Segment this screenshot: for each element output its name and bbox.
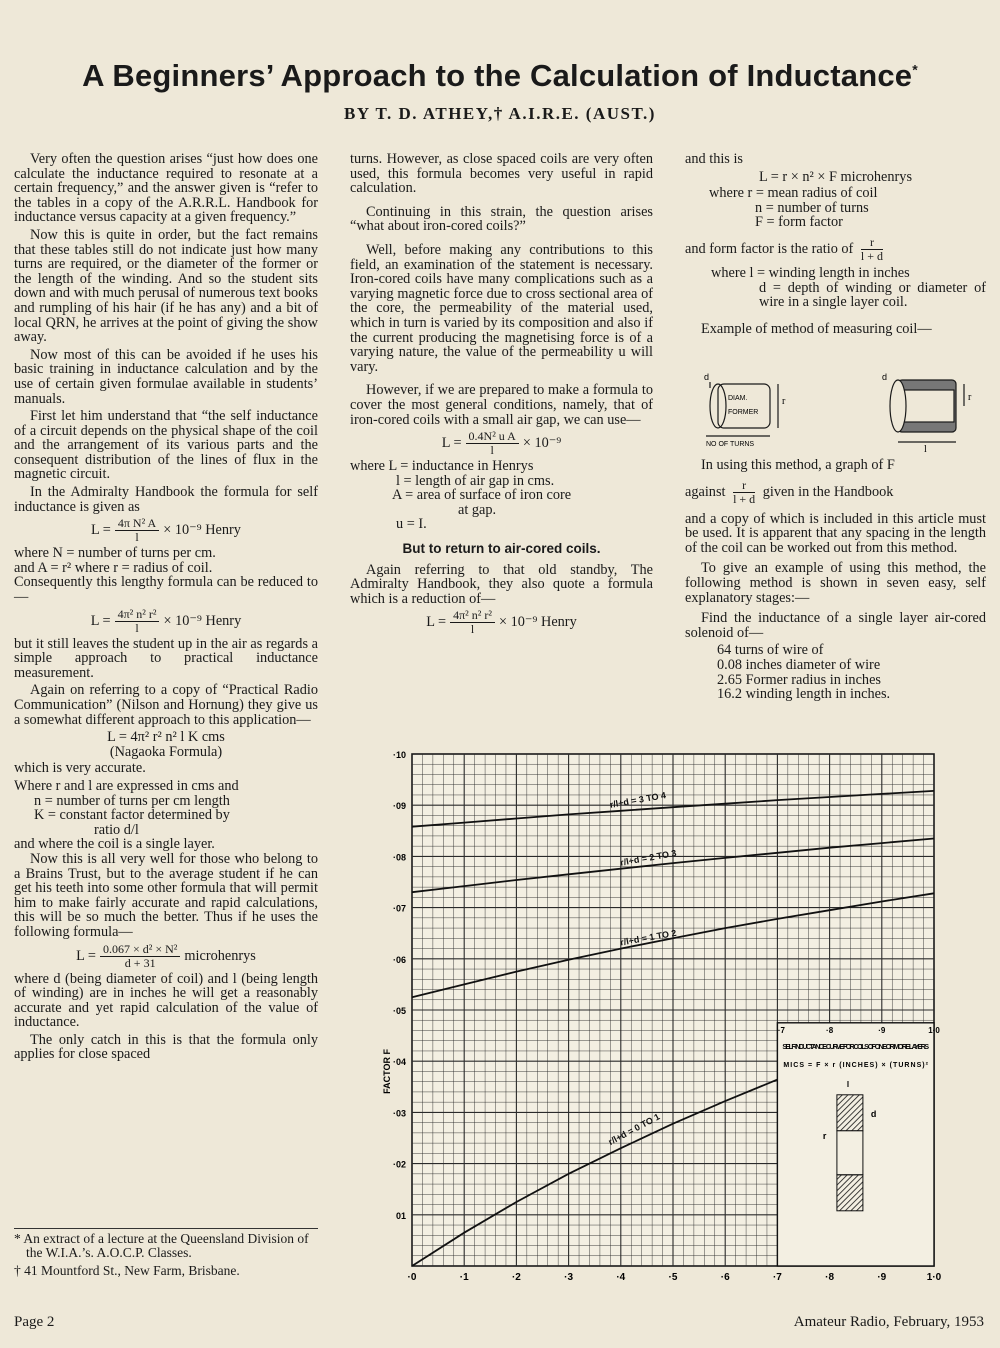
- y-axis-label: FACTOR F: [382, 1049, 392, 1094]
- paragraph: Again referring to that old standby, The Admiralty Handbook, they also quote a formula which is a reduction of—: [350, 561, 653, 607]
- curve-label: r/l+d = 0 TO 1: [606, 1111, 662, 1148]
- column-1: [14, 152, 318, 1065]
- inset-formula: MICS = F × r (INCHES) × (TURNS)²: [783, 1061, 929, 1069]
- article-title: A Beginners’ Approach to the Calculation of Inductance*: [82, 58, 918, 93]
- paragraph: In the Admiralty Handbook the formula for self inductance is given as: [14, 484, 318, 515]
- y-tick-label: ·05: [392, 1006, 406, 1016]
- equation-iron-core: L = $\frac{\text{0.4N² u A}}{l}$ × 10⁻⁹: [441, 429, 562, 458]
- byline: BY T. D. ATHEY,† A.I.R.E. (AUST.): [344, 104, 656, 123]
- equation-admiralty: L = $\frac{\text{4π N² A}}{l}$ × 10⁻⁹ Henry: [91, 516, 241, 545]
- inset-tick-label: ·8: [826, 1025, 834, 1035]
- paragraph: where d (being diameter of coil) and l (being length of winding) are in inches he will get a reasonably accurate and yet rapid calculation of the value of inductance.: [14, 970, 318, 1031]
- curve-label: r/l+d = 2 TO 3: [619, 847, 678, 868]
- paragraph: In using this method, a graph of F: [701, 457, 895, 473]
- fig-label: FORMER: [728, 409, 759, 416]
- paragraph: The only catch in this is that the formula only applies for close spaced: [14, 1031, 318, 1063]
- y-tick-label: ·04: [392, 1057, 406, 1068]
- y-tick-label: ·06: [392, 954, 406, 965]
- paragraph: However, if we are prepared to make a formula to cover the most general conditions, namely, that of iron-cored coils with a small air gap, we can use—: [350, 382, 653, 428]
- inset-tick-label: 1·0: [928, 1025, 940, 1035]
- paragraph: but it still leaves the student up in the air as regards a simple approach to practical inductance measurement.: [14, 635, 318, 681]
- inset-title: SELF-INDUCTANCE CURVE FOR COILS OF ONE OR MORE LAYERS: [782, 1043, 930, 1051]
- paragraph: which is very accurate.: [14, 760, 146, 777]
- inset-label-d: d: [870, 1108, 877, 1119]
- x-tick-label: ·4: [616, 1272, 626, 1283]
- column-2: [350, 152, 653, 638]
- paragraph: against $\frac{r}{l + d}$ given in the Handbook: [685, 477, 894, 506]
- equation-form-factor: L = r × n² × F microhenrys: [758, 168, 913, 185]
- paragraph: turns. However, as close spaced coils are very often used, this formula becomes very useful in rapid calculation.: [350, 151, 653, 197]
- inset-label-l: l: [846, 1079, 850, 1089]
- paragraph: Well, before making any contributions to this field, an examination of the statement is necessary. Iron-cored coils have many complications such as a varying magnetic force due to cross sectional area of the core, the permeability of the material used, which in turn is varied by its composition and also if the current producing the magnetising force is of a varying nature, the value of the permeability u will vary.: [350, 241, 653, 375]
- paragraph: Now this is quite in order, but the fact remains that these tables still do not indicate just how many turns are required, or the diameter of the former or the length of the winding. And so the student sits down and with much perusal of numerous text books and rumpling of his hair (if he has any) and a bit of local QRN, he arrives at the point of giving the show away.: [14, 226, 318, 346]
- fig-label: NO OF TURNS: [706, 441, 755, 448]
- paragraph: Example of method of measuring coil—: [701, 320, 932, 337]
- fig-label: r: [968, 392, 972, 403]
- y-tick-label: ·07: [392, 903, 406, 914]
- definitions: where L = inductance in Henrys l = length of air gap in cms. A = area of surface of iron core at gap. u = I.: [350, 458, 572, 533]
- fig-label: d: [704, 372, 710, 382]
- x-tick-label: ·2: [511, 1272, 521, 1283]
- equation-reduced: L = $\frac{\text{4π² n² r²}}{l}$ × 10⁻⁹ Henry: [90, 606, 242, 635]
- column-3: [685, 152, 986, 339]
- paragraph: Consequently this lengthy formula can be reduced to—: [14, 574, 318, 606]
- equation-air-core: L = $\frac{\text{4π² n² r²}}{l}$ × 10⁻⁹ Henry: [426, 608, 577, 637]
- x-tick-label: 1·0: [926, 1272, 942, 1283]
- x-tick-label: ·0: [407, 1272, 417, 1283]
- paragraph: First let him understand that “the self inductance of a circuit depends on the physical shape of the coil and the arrangement of its various parts and the consequent distribution of the lines of flux in the magnetic circuit.: [14, 408, 318, 483]
- curve-label: r/l+d = 3 TO 4: [608, 790, 667, 810]
- fig-label: d: [882, 372, 888, 382]
- x-tick-label: ·6: [720, 1272, 730, 1283]
- subheading: But to return to air-cored coils.: [402, 541, 601, 557]
- definitions: where r = mean radius of coil n = number of turns F = form factor: [709, 185, 878, 231]
- equation-nagaoka: L = 4π² r² n² l K cms (Nagaoka Formula): [107, 729, 225, 760]
- equation-inches: L = $\frac{\text{0.067 × d² × N²}}{d + 31}$ microhenrys: [76, 941, 256, 970]
- page-number: Page 2: [14, 1314, 55, 1330]
- x-tick-label: ·9: [877, 1272, 887, 1283]
- definitions: Where r and l are expressed in cms and n = number of turns per cm length K = constant factor determined by ratio d/l and where the coil is a single layer.: [14, 777, 239, 853]
- paragraph: To give an example of using this method, the following method is shown in seven easy, self explanatory stages:—: [685, 560, 986, 606]
- footnotes: [14, 1232, 320, 1282]
- y-tick-label: ·02: [392, 1159, 406, 1170]
- inset-tick-label: ·7: [777, 1025, 785, 1035]
- paragraph: Again on referring to a copy of “Practical Radio Communication” (Nilson and Hornung) they give us a somewhat different approach to this application—: [14, 682, 318, 728]
- paragraph: and form factor is the ratio of $\frac{r}{l + d}$: [685, 234, 884, 263]
- list-item: 2.65 Former radius in inches: [717, 671, 881, 688]
- x-tick-label: ·3: [564, 1272, 574, 1283]
- coil-measurement-diagram: [688, 366, 986, 456]
- footnote: * An extract of a lecture at the Queensland Division of the W.I.A.’s. A.O.C.P. Classes.: [14, 1231, 309, 1260]
- footnote: † 41 Mountford St., New Farm, Brisbane.: [14, 1263, 240, 1278]
- paragraph: and a copy of which is included in this article must be used. It is apparent that any spacing in the length of the coil can be worked out from this method.: [685, 510, 986, 556]
- paragraph: and this is: [685, 151, 743, 167]
- x-tick-label: ·7: [772, 1272, 782, 1283]
- list-item: 64 turns of wire of: [717, 642, 824, 659]
- x-tick-label: ·5: [668, 1272, 678, 1283]
- inset-coil-top: [837, 1095, 863, 1131]
- fig-label: l: [924, 444, 927, 455]
- inset-coil-core: [837, 1131, 863, 1175]
- list-item: 0.08 inches diameter of wire: [717, 656, 881, 673]
- y-tick-label: 01: [395, 1210, 406, 1221]
- curve-label: r/l+d = 1 TO 2: [619, 927, 678, 948]
- definitions: where N = number of turns per cm. and A = r² where r = radius of coil.: [14, 545, 216, 576]
- y-tick-label: ·08: [392, 852, 406, 863]
- multi-layer-coil: [890, 380, 964, 442]
- inset-tick-label: ·9: [878, 1025, 886, 1035]
- list-item: 16.2 winding length in inches.: [717, 686, 891, 703]
- inset-coil-bottom: [837, 1175, 863, 1211]
- footnote-rule: [14, 1228, 318, 1229]
- example-list: [685, 643, 986, 701]
- definitions: where l = winding length in inches d = depth of winding or diameter of wire in a single layer coil.: [711, 264, 986, 311]
- paragraph: Continuing in this strain, the question arises “what about iron-cored coils?”: [350, 203, 653, 235]
- paragraph: Now this is all very well for those who belong to a Brains Trust, but to the average student if he can get his teeth into some other formula that will permit him to make fairly accurate and rapid calculations, this will be so much the better. Thus if he uses the following formula—: [14, 850, 318, 940]
- fig-label: r: [782, 396, 786, 407]
- y-tick-label: ·03: [392, 1108, 406, 1119]
- x-tick-label: ·1: [459, 1272, 469, 1283]
- y-tick-label: ·10: [392, 750, 406, 760]
- paragraph: Very often the question arises “just how does one calculate the inductance required to resonate at a certain frequency,” and the answer given is “refer to the tables in a copy of the A.R.R.L. Handbook for inductance versus capacity at a given frequency.”: [14, 151, 318, 226]
- inductance-chart: [378, 744, 942, 1296]
- inset-label-r: r: [822, 1130, 827, 1141]
- fig-label: DIAM.: [728, 395, 748, 402]
- column-3-lower: [685, 458, 986, 702]
- x-tick-label: ·8: [825, 1272, 835, 1283]
- paragraph: Find the inductance of a single layer air-cored solenoid of—: [685, 610, 986, 641]
- y-tick-label: ·09: [392, 801, 406, 812]
- magazine-footer: Amateur Radio, February, 1953: [793, 1314, 984, 1330]
- paragraph: Now most of this can be avoided if he uses his basic training in inductance calculation and by the use of certain given formulae available in students’ manuals.: [14, 346, 318, 407]
